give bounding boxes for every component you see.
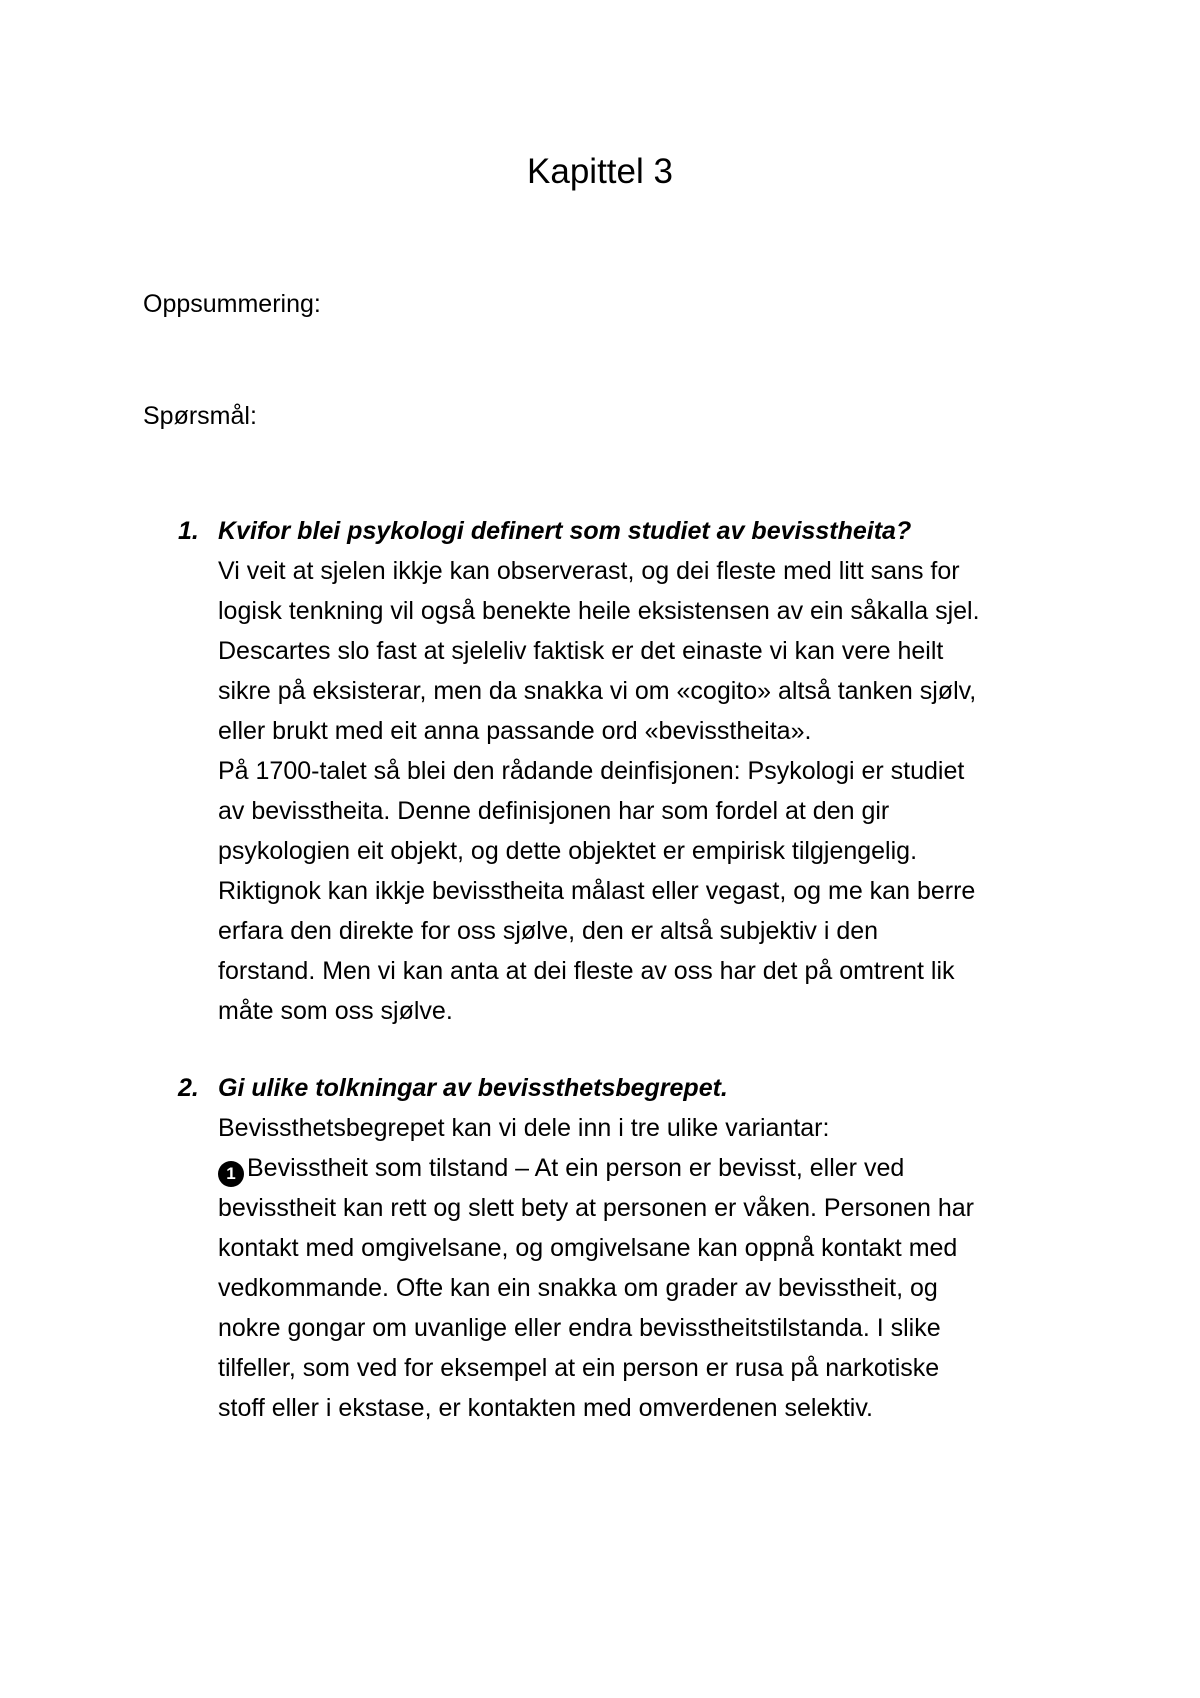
answer-line: erfara den direkte for oss sjølve, den er altså subjektiv i den [218,917,879,945]
question-text: Kvifor blei psykologi definert som studiet av bevisstheita? [218,517,912,545]
answer-line: stoff eller i ekstase, er kontakten med omverdenen selektiv. [218,1394,873,1422]
answer-line: kontakt med omgivelsane, og omgivelsane kan oppnå kontakt med [218,1234,958,1262]
questions-label: Spørsmål: [143,402,257,430]
answer-line: Vi veit at sjelen ikkje kan observerast, og dei fleste med litt sans for [218,557,960,585]
question-number: 2. [178,1074,199,1102]
question-number: 1. [178,517,199,545]
number-one-circle-icon: 1 [218,1161,244,1187]
answer-line: Descartes slo fast at sjeleliv faktisk er det einaste vi kan vere heilt [218,637,944,665]
page-title: Kapittel 3 [527,152,673,191]
answer-line: forstand. Men vi kan anta at dei fleste av oss har det på omtrent lik [218,957,955,985]
question-1 [178,511,1078,1031]
bullet-line [218,1148,1078,1188]
answer-line: eller brukt med eit anna passande ord «bevisstheita». [218,717,812,745]
answer-line: tilfeller, som ved for eksempel at ein person er rusa på narkotiske [218,1354,940,1382]
answer-line: På 1700-talet så blei den rådande deinfisjonen: Psykologi er studiet [218,757,965,785]
answer-line: psykologien eit objekt, og dette objektet er empirisk tilgjengelig. [218,837,918,865]
answer-line: Riktignok kan ikkje bevisstheita målast eller vegast, og me kan berre [218,877,976,905]
question-2 [178,1068,1078,1428]
answer-line: av bevisstheita. Denne definisjonen har som fordel at den gir [218,797,890,825]
question-heading [178,1068,1078,1108]
question-heading [178,511,1078,551]
answer-line: nokre gongar om uvanlige eller endra bevisstheitstilstanda. I slike [218,1314,941,1342]
answer-intro: Bevissthetsbegrepet kan vi dele inn i tre ulike variantar: [218,1114,830,1142]
answer-line: logisk tenkning vil også benekte heile eksistensen av ein såkalla sjel. [218,597,980,625]
answer-body [178,551,1078,1031]
bullet-text: Bevisstheit som tilstand – At ein person er bevisst, eller ved [247,1154,905,1182]
answer-body [178,1108,1078,1428]
question-text: Gi ulike tolkningar av bevissthetsbegrepet. [218,1074,728,1102]
summary-label: Oppsummering: [143,290,321,318]
answer-line: måte som oss sjølve. [218,997,453,1025]
answer-line: sikre på eksisterar, men da snakka vi om «cogito» altså tanken sjølv, [218,677,977,705]
answer-line: bevisstheit kan rett og slett bety at personen er våken. Personen har [218,1194,974,1222]
answer-line: vedkommande. Ofte kan ein snakka om grader av bevisstheit, og [218,1274,938,1302]
